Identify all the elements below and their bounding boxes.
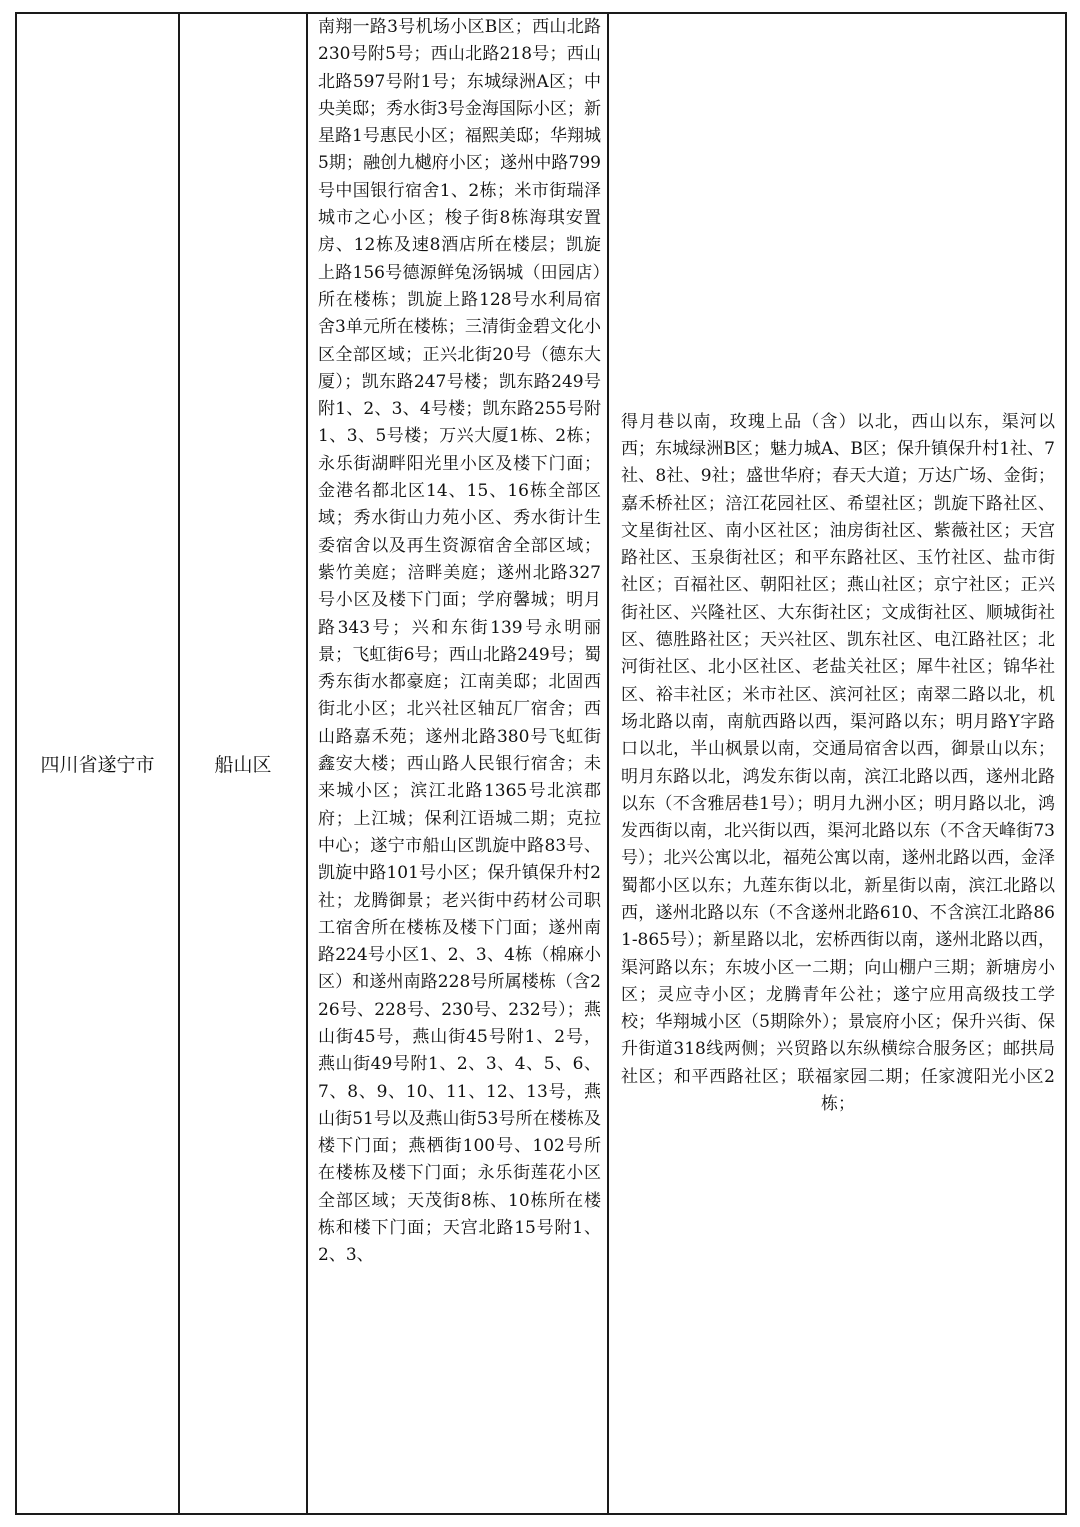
city-cell	[16, 13, 179, 1514]
city-name: 四川省遂宁市	[40, 754, 155, 776]
low-risk-areas-cell	[608, 13, 1066, 1514]
low-risk-areas-text: 得月巷以南，玫瑰上品（含）以北，西山以东，渠河以西；东城绿洲B区；魅力城A、B区；保升镇保升村1社、7社、8社、9社；盛世华府；春天大道；万达广场、金街；嘉禾桥社区；涪江花园社区、希望社区；凯旋下路社区、文星街社区、南小区社区；油房街社区、紫薇社区；天宫路社区、玉泉街社区；和平东路社区、玉竹社区、盐市街社区；百福社区、朝阳社区；燕山社区；京宁社区；正兴街社区、兴隆社区、大东街社区；文成街社区、顺城街社区、德胜路社区；天兴社区、凯东社区、电江路社区；北河街社区、北小区社区、老盐关社区；犀牛社区；锦华社区、裕丰社区；米市社区、滨河社区；南翠二路以北，机场北路以南，南航西路以西，渠河路以东；明月路Y字路口以北，半山枫景以南，交通局宿舍以西，御景山以东；明月东路以北，鸿发东街以南，滨江北路以西，遂州北路以东（不含雅居巷1号）；明月九洲小区；明月路以北，鸿发西街以南，北兴街以西，渠河北路以东（不含天峰街73号）；北兴公寓以北，福苑公寓以南，遂州北路以西，金泽蜀都小区以东；九莲东街以北，新星街以南，滨江北路以西，遂州北路以东（不含遂州北路610、不含滨江北路861-865号）；新星路以北，宏桥西街以南，遂州北路以西，渠河路以东；东坡小区一二期；向山棚户三期；新塘房小区；灵应寺小区；龙腾青年公社；遂宁应用高级技工学校；华翔城小区（5期除外）；景宸府小区；保升兴街、保升街道318线两侧；兴贸路以东纵横综合服务区；邮拱局社区；和平西路社区；联福家园二期；任家渡阳光小区2栋；	[621, 411, 1055, 1115]
district-cell	[179, 13, 307, 1514]
high-risk-areas-cell	[307, 13, 608, 1514]
table-row	[16, 13, 1066, 1514]
risk-area-table	[15, 12, 1067, 1515]
high-risk-areas-text: 南翔一路3号机场小区B区；西山北路230号附5号；西山北路218号；西山北路597号附1号；东城绿洲A区；中央美邸；秀水街3号金海国际小区；新星路1号惠民小区；福熙美邸；华翔城5期；融创九樾府小区；遂州中路799号中国银行宿舍1、2栋；米市街瑞泽城市之心小区；梭子街8栋海琪安置房、12栋及速8酒店所在楼层；凯旋上路156号德源鲜兔汤锅城（田园店）所在楼栋；凯旋上路128号水利局宿舍3单元所在楼栋；三清街金碧文化小区全部区域；正兴北街20号（德东大厦）；凯东路247号楼；凯东路249号附1、2、3、4号楼；凯东路255号附1、3、5号楼；万兴大厦1栋、2栋；永乐街湖畔阳光里小区及楼下门面；金港名都北区14、15、16栋全部区域；秀水街山力苑小区、秀水街计生委宿舍以及再生资源宿舍全部区域；紫竹美庭；涪畔美庭；遂州北路327号小区及楼下门面；学府馨城；明月路343号；兴和东街139号永明丽景；飞虹街6号；西山北路249号；蜀秀东街水都豪庭；江南美邸；北固西街北小区；北兴社区轴瓦厂宿舍；西山路嘉禾苑；遂州北路380号飞虹街鑫安大楼；西山路人民银行宿舍；未来城小区；滨江北路1365号北滨郡府；上江城；保利江语城二期；克拉中心；遂宁市船山区凯旋中路83号、凯旋中路101号小区；保升镇保升村2社；龙腾御景；老兴街中药材公司职工宿舍所在楼栋及楼下门面；遂州南路224号小区1、2、3、4栋（棉麻小区）和遂州南路228号所属楼栋（含226号、228号、230号、232号）；燕山街45号，燕山街45号附1、2号，燕山街49号附1、2、3、4、5、6、7、8、9、10、11、12、13号，燕山街51号以及燕山街53号所在楼栋及楼下门面；燕栖街100号、102号所在楼栋及楼下门面；永乐街莲花小区全部区域；天茂街8栋、10栋所在楼栋和楼下门面；天宫北路15号附1、2、3、	[318, 17, 601, 1266]
district-name: 船山区	[214, 754, 272, 776]
